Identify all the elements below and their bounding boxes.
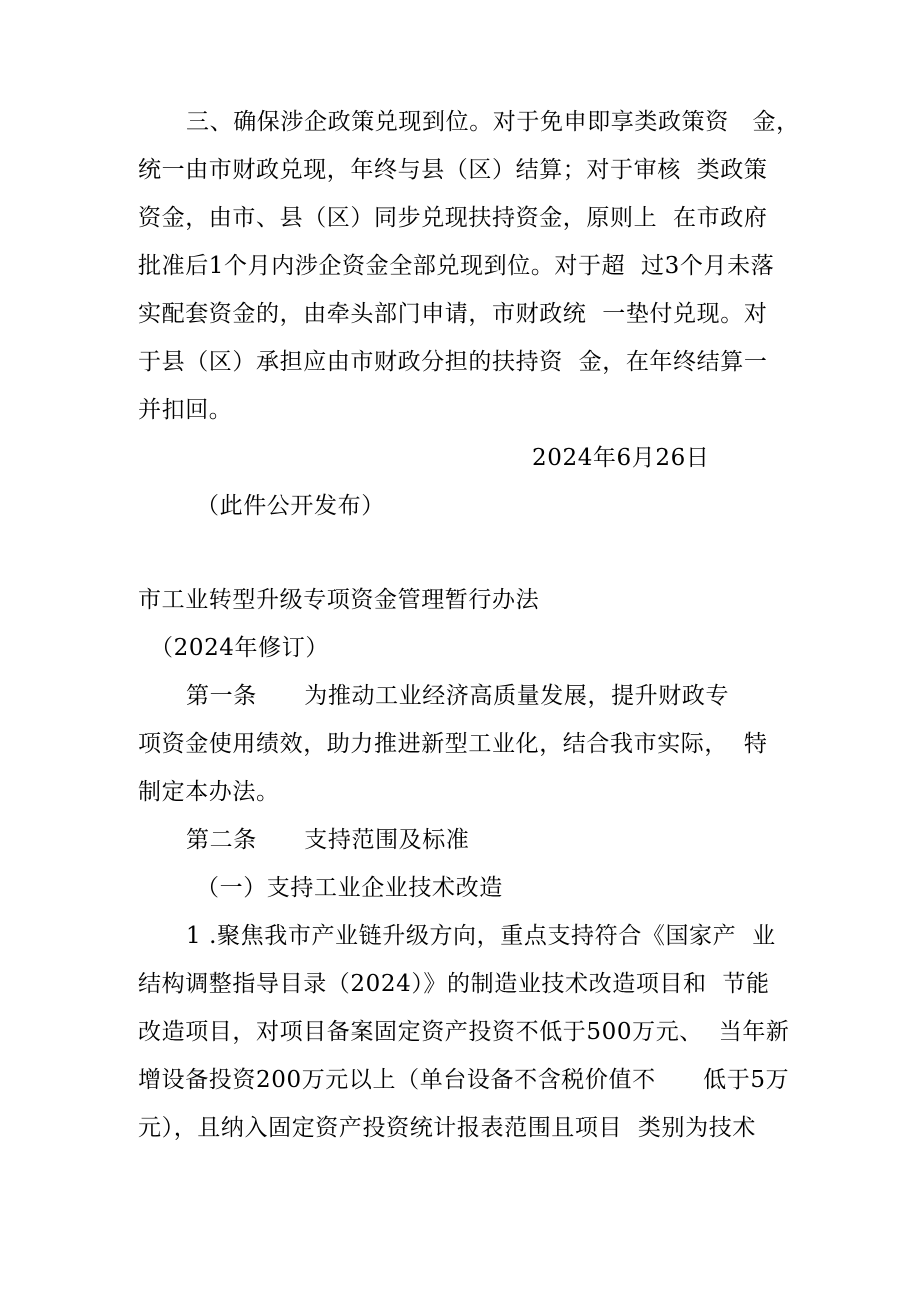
item-one-line-2: 结构调整指导目录（2024）》的制造业技术改造项目和 节能 (138, 971, 770, 997)
section-one-heading: （一）支持工业企业技术改造 (196, 875, 503, 901)
measures-revision: （2024年修订） (150, 635, 329, 661)
item-one-line-1: 1 .聚焦我市产业链升级方向，重点支持符合《国家产 业 (186, 923, 776, 949)
paragraph-three-line-1: 三、确保涉企政策兑现到位。对于免申即享类政策资 金， (186, 109, 800, 135)
paragraph-three-line-2: 统一由市财政兑现，年终与县（区）结算；对于审核 类政策 (138, 157, 768, 183)
article-two-heading: 第二条 支持范围及标准 (186, 827, 470, 853)
article-one-line-3: 制定本办法。 (138, 779, 280, 805)
item-one-line-5: 元），且纳入固定资产投资统计报表范围且项目 类别为技术 (138, 1115, 756, 1141)
paragraph-three-line-3: 资金，由市、县（区）同步兑现扶持资金，原则上 在市政府 (138, 205, 768, 231)
article-one-line-1: 第一条 为推动工业经济高质量发展，提升财政专 (186, 683, 730, 709)
paragraph-three-line-6: 于县（区）承担应由市财政分担的扶持资 金，在年终结算一 (138, 349, 768, 375)
item-one-line-4: 增设备投资200万元以上（单台设备不含税价值不 低于5万 (138, 1067, 790, 1093)
paragraph-three-line-4: 批准后1个月内涉企资金全部兑现到位。对于超 过3个月未落 (138, 253, 775, 279)
document-date: 2024年6月26日 (532, 445, 710, 471)
measures-title: 市工业转型升级专项资金管理暂行办法 (138, 587, 540, 613)
article-one-line-2: 项资金使用绩效，助力推进新型工业化，结合我市实际， 特 (138, 731, 768, 757)
paragraph-three-line-7: 并扣回。 (138, 397, 233, 423)
publish-note: （此件公开发布） (196, 493, 385, 519)
paragraph-three-line-5: 实配套资金的，由牵头部门申请，市财政统 一垫付兑现。对 (138, 301, 768, 327)
item-one-line-3: 改造项目，对项目备案固定资产投资不低于500万元、 当年新 (138, 1019, 790, 1045)
